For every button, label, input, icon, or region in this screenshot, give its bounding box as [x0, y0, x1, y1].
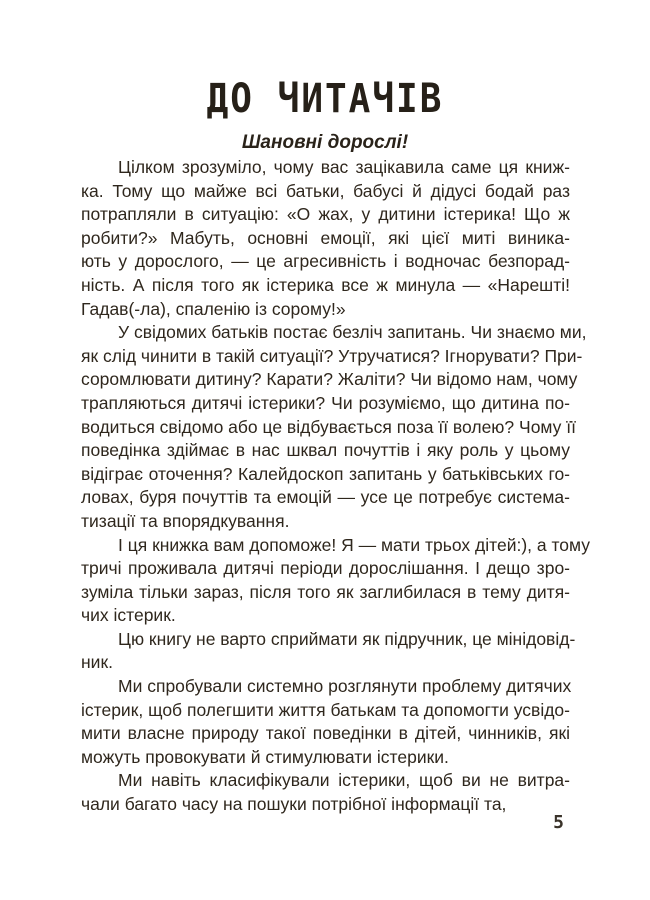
text-line: І ця книжка вам допоможе! Я — мати трьох дітей:), а тому: [118, 534, 591, 555]
paragraph: [81, 156, 570, 321]
text-line: чих істерик.: [81, 605, 176, 626]
text-line: Цілком зрозуміло, чому вас зацікавила саме ця книж-: [118, 157, 570, 177]
text-line: ність. А після того як істерика все ж минула — «Нарешті!: [81, 274, 570, 295]
text-line: ють у дорослого, — це агресивність і водночас безпорад-: [81, 251, 570, 272]
text-line: ник.: [81, 652, 113, 673]
text-line: поведінка здіймає в нас шквал почуттів і яку роль у цьому: [81, 440, 570, 461]
text-line: Гадав(-ла), спаленію із сорому!»: [81, 298, 346, 319]
text-line: істерик, щоб полегшити життя батькам та допомогти усвідо-: [81, 699, 570, 720]
text-line: Ми навіть класифікували істерики, щоб ви не витра-: [118, 770, 570, 791]
text-line: Цю книгу не варто сприймати як підручник, це мінідовід-: [118, 628, 576, 649]
text-line: ка. Тому що майже всі батьки, бабусі й дідусі бодай раз: [81, 180, 570, 201]
salutation-line: Шановні дорослі!: [241, 132, 409, 153]
text-line: мити власне природу такої поведінки в дітей, чинників, які: [81, 723, 570, 744]
text-line: тричі проживала дитячі періоди дорослішання. І дещо зро-: [81, 558, 570, 579]
text-line: водиться свідомо або це відбувається поза її волею? Чому її: [81, 416, 576, 437]
text-line: відіграє оточення? Калейдоскоп запитань у батьківських го-: [81, 463, 570, 484]
paragraph: [81, 628, 576, 675]
chapter-title: ДО ЧИТАЧІВ: [206, 76, 444, 122]
text-line: потрапляли в ситуацію: «О жах, у дитини істерика! Що ж: [81, 204, 570, 225]
body-text: [81, 156, 591, 817]
paragraph: [81, 769, 570, 816]
page-number: 5: [553, 812, 564, 833]
text-line: тизації та впорядкування.: [81, 510, 290, 531]
text-line: ловах, буря почуттів та емоцій — усе це потребує система-: [81, 487, 570, 508]
text-line: Ми спробували системно розглянути проблему дитячих: [118, 676, 572, 697]
text-line: можуть провокувати й стимулювати істерики.: [81, 746, 449, 767]
text-line: зуміла тільки зараз, після того як заглибилася в тему дитя-: [81, 581, 570, 602]
paragraph: [81, 534, 591, 628]
text-line: чали багато часу на пошуки потрібної інформації та,: [81, 794, 507, 815]
text-line: соромлювати дитину? Карати? Жаліти? Чи відомо нам, чому: [81, 369, 578, 390]
paragraph: [81, 675, 570, 769]
paragraph: [81, 321, 587, 533]
text-line: трапляються дитячі істерики? Чи розуміємо, що дитина по-: [81, 392, 570, 413]
text-line: як слід чинити в такій ситуації? Утручатися? Ігнорувати? При-: [81, 345, 583, 366]
text-line: робити?» Мабуть, основні емоції, які цієї миті виника-: [81, 227, 570, 248]
text-line: У свідомих батьків постає безліч запитань. Чи знаємо ми,: [118, 322, 587, 343]
